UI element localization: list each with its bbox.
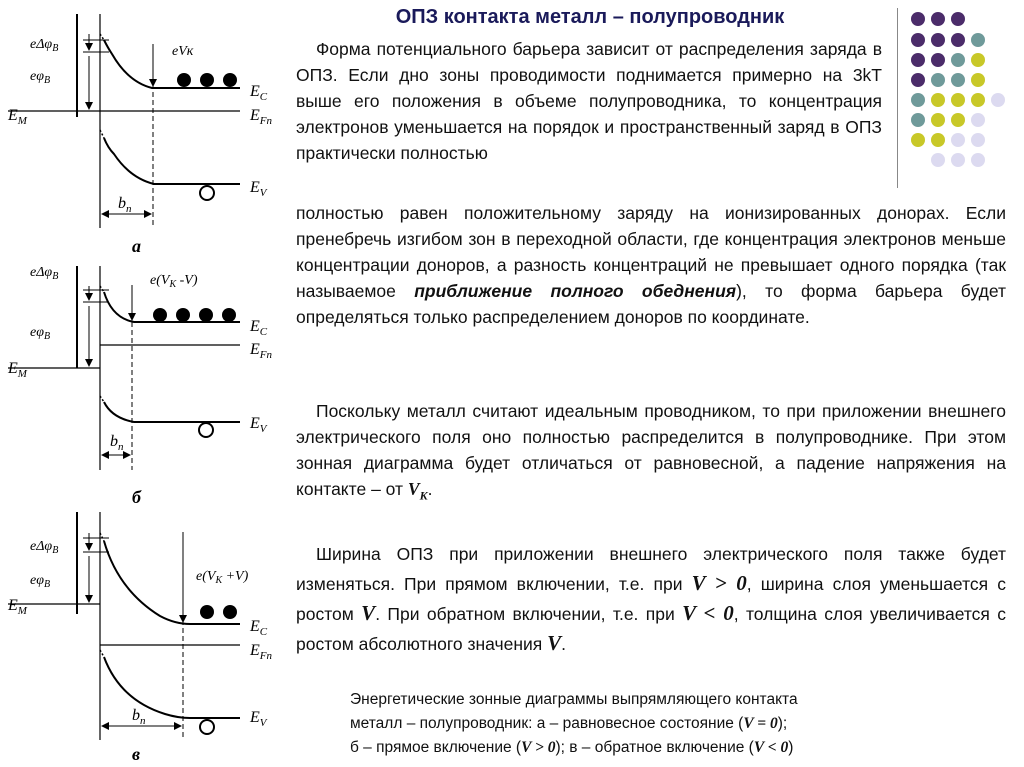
electron [223, 605, 237, 619]
deco-dot [931, 153, 945, 167]
deco-dot [971, 53, 985, 67]
divider [897, 8, 898, 188]
deco-dot [971, 73, 985, 87]
label-voltage: $e(V_K +V)$ [196, 569, 249, 586]
caption-text: б – прямое включение ( [350, 739, 522, 756]
caption-line: Энергетические зонные диаграммы выпрямляющего контакта [350, 691, 798, 708]
deco-dot [931, 53, 945, 67]
hole [199, 423, 213, 437]
label-dphi: eΔφ$_B$ [30, 37, 59, 54]
band-diagrams [0, 0, 290, 767]
label-efn: $E_{Fn}$ [250, 107, 273, 127]
diagram-a [7, 14, 273, 256]
paragraph-text: Ширина ОПЗ при приложении внешнего электрического поля также будет изменяться. При прямом включении, т.е. при [296, 544, 1006, 594]
paragraph-text: , ширина слоя уменьшается с ростом [296, 574, 1007, 624]
diagram-letter: в [132, 744, 141, 764]
math-expr: V > 0 [521, 739, 556, 756]
caption-text: ); [777, 715, 788, 732]
math-expr: V < 0 [753, 739, 789, 756]
deco-dot [911, 33, 925, 47]
deco-dot [911, 73, 925, 87]
deco-dot [931, 73, 945, 87]
deco-dot [951, 153, 965, 167]
caption-text: ) [788, 739, 794, 756]
caption-line [350, 736, 956, 760]
paragraph-text: , толщина слоя увеличивается с ростом абсолютного значения [296, 604, 1006, 654]
deco-dot [991, 93, 1005, 107]
deco-dot [971, 153, 985, 167]
paragraph-text: Поскольку металл считают идеальным проводником, то при приложении внешнего электрического поля оно полностью распределится в полупроводнике. При этом зонная диаграмма будет отличаться от равновесной, а падение напряжения на контакте – от [296, 401, 1006, 499]
deco-dot [931, 93, 945, 107]
deco-dot [971, 113, 985, 127]
deco-dot [911, 12, 925, 26]
electron [177, 73, 191, 87]
conduction-band [104, 292, 240, 322]
diagram-letter: б [132, 487, 141, 507]
paragraph-1a [296, 36, 882, 166]
deco-dot [971, 33, 985, 47]
paragraph-text: . При обратном включении, т.е. при [375, 604, 683, 624]
caption-line [350, 712, 956, 736]
emphasis-text: приближение полного обеднения [414, 281, 737, 301]
label-dphi: eΔφ$_B$ [30, 265, 59, 282]
paragraph-text: . [561, 634, 567, 654]
label-em: $E_M$ [8, 107, 27, 127]
deco-dot [931, 133, 945, 147]
math-var: V [407, 479, 420, 499]
hole [200, 720, 214, 734]
deco-dot [951, 73, 965, 87]
paragraph-text: полностью равен положительному заряду на ионизированных донорах. Если пренебречь изгибом зон в переходной области, где концентрация электронов меньше концентрации доноров, а разность концентраций не превышает одного порядка (так называемое [296, 203, 1006, 301]
label-ec: $E_C$ [250, 83, 268, 103]
paragraph-2 [296, 398, 1006, 509]
deco-dot [931, 12, 945, 26]
deco-dot [931, 33, 945, 47]
math-expr: V < 0 [682, 601, 734, 625]
diagram-b [7, 265, 273, 507]
deco-dot [951, 133, 965, 147]
electron [200, 605, 214, 619]
label-voltage: $e(V_K$ -V) [150, 273, 198, 290]
electron [200, 73, 214, 87]
label-ev: $E_V$ [250, 179, 267, 199]
label-ev: $E_V$ [250, 415, 267, 435]
label-bn: $b_n$ [132, 707, 146, 727]
deco-dot [931, 113, 945, 127]
label-efn: $E_{Fn}$ [250, 642, 273, 662]
hole [200, 186, 214, 200]
deco-dot [951, 93, 965, 107]
label-efn: $E_{Fn}$ [250, 341, 273, 361]
deco-dot [911, 133, 925, 147]
electron [176, 308, 190, 322]
math-sub: K [419, 488, 428, 503]
paragraph-3 [296, 540, 1006, 659]
deco-dot [911, 93, 925, 107]
valence-band [104, 138, 240, 184]
deco-dot [951, 53, 965, 67]
label-ec: $E_C$ [250, 318, 268, 338]
valence-band [104, 402, 240, 422]
label-dphi: eΔφ$_B$ [30, 539, 59, 556]
electron [199, 308, 213, 322]
paragraph-text: ), то форма барьера будет определяться только распределением доноров по координате. [296, 281, 1006, 327]
math-expr: V = 0 [743, 715, 778, 732]
label-ev: $E_V$ [250, 709, 267, 729]
label-voltage: eVк [172, 44, 194, 59]
electron [222, 308, 236, 322]
math-expr: V > 0 [691, 571, 747, 595]
paragraph-1b [296, 200, 1006, 330]
electron [153, 308, 167, 322]
figure-caption [350, 688, 956, 760]
deco-dot [951, 12, 965, 26]
deco-dot [911, 53, 925, 67]
label-ec: $E_C$ [250, 618, 268, 638]
math-var: V [361, 601, 376, 625]
label-em: $E_M$ [8, 597, 27, 617]
page-title: ОПЗ контакта металл – полупроводник [395, 6, 785, 28]
label-phi: $e\varphi_B$ [30, 573, 51, 590]
paragraph-text: . [427, 479, 433, 499]
electron [223, 73, 237, 87]
deco-dot [951, 33, 965, 47]
caption-text: ); в – обратное включение ( [555, 739, 754, 756]
label-phi: $e\varphi_B$ [30, 69, 51, 86]
label-phi: $e\varphi_B$ [30, 325, 51, 342]
deco-dot [951, 113, 965, 127]
label-bn: $b_n$ [110, 433, 124, 453]
diagram-c [7, 512, 273, 764]
deco-dot [971, 133, 985, 147]
caption-text: металл – полупроводник: а – равновесное состояние ( [350, 715, 744, 732]
label-bn: $b_n$ [118, 195, 132, 215]
valence-band [104, 657, 240, 718]
label-em: $E_M$ [8, 360, 27, 380]
diagram-letter: а [132, 236, 141, 256]
deco-dot [911, 113, 925, 127]
math-var: V [547, 631, 562, 655]
paragraph-text: Форма потенциального барьера зависит от распределения заряда в ОПЗ. Если дно зоны проводимости поднимается примерно на 3kT выше его положения в объеме полупроводника, то концентрация электронов уменьшается на порядок и пространственный заряд в ОПЗ практически полностью [296, 39, 882, 163]
deco-dot [971, 93, 985, 107]
